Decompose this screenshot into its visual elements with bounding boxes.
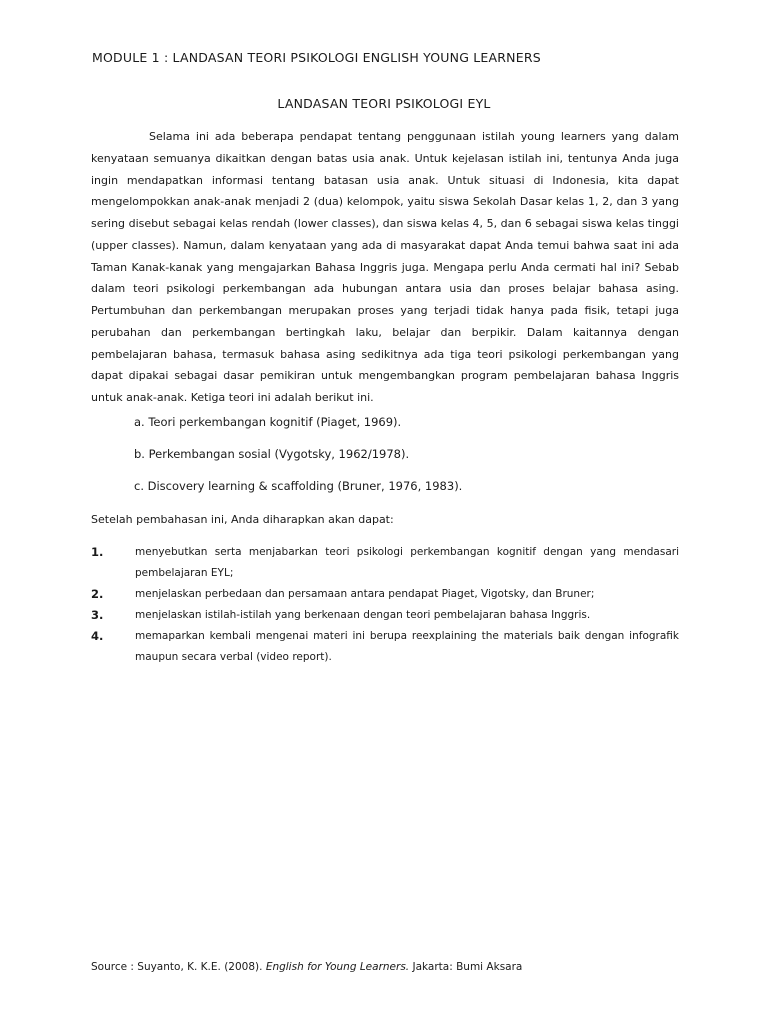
list-item xyxy=(91,584,679,605)
document-title: LANDASAN TEORI PSIKOLOGI EYL xyxy=(277,96,491,111)
list-item-number: 4. xyxy=(91,629,104,643)
objectives-list xyxy=(91,542,679,668)
list-item-number: 3. xyxy=(91,608,104,622)
module-title: MODULE 1 : LANDASAN TEORI PSIKOLOGI ENGLISH YOUNG LEARNERS xyxy=(92,50,541,65)
source-book-title: English for Young Learners. xyxy=(265,961,410,973)
list-item xyxy=(91,626,679,668)
list-item-text: menjelaskan istilah-istilah yang berkenaan dengan teori pembelajaran bahasa Inggris. xyxy=(135,609,591,621)
objectives-lead: Setelah pembahasan ini, Anda diharapkan akan dapat: xyxy=(91,513,394,526)
list-item-text: menjelaskan perbedaan dan persamaan antara pendapat Piaget, Vigotsky, dan Bruner; xyxy=(135,588,595,600)
list-item-text: menyebutkan serta menjabarkan teori psikologi perkembangan kognitif dengan yang mendasari pembelajaran EYL; xyxy=(135,546,679,579)
list-item-text: memaparkan kembali mengenai materi ini berupa reexplaining the materials baik dengan infografik maupun secara verbal (video report). xyxy=(135,630,679,663)
source-prefix: Source : Suyanto, K. K.E. (2008). xyxy=(91,961,266,973)
theory-item-piaget: a. Teori perkembangan kognitif (Piaget, 1969). xyxy=(134,415,402,429)
source-citation xyxy=(91,961,522,973)
list-item-number: 1. xyxy=(91,545,104,559)
list-item-number: 2. xyxy=(91,587,104,601)
list-item xyxy=(91,605,679,626)
theory-item-bruner: c. Discovery learning & scaffolding (Bruner, 1976, 1983). xyxy=(134,479,463,493)
intro-paragraph: Selama ini ada beberapa pendapat tentang penggunaan istilah young learners yang dalam kenyataan semuanya dikaitkan dengan batas usia anak. Untuk kejelasan istilah ini, tentunya Anda juga ingin mendapatkan informasi tentang batasan usia anak. Untuk situasi di Indonesia, kita dapat mengelompokkan anak-anak menjadi 2 (dua) kelompok, yaitu siswa Sekolah Dasar kelas 1, 2, dan 3 yang sering disebut sebagai kelas rendah (lower classes), dan siswa kelas 4, 5, dan 6 sebagai siswa kelas tinggi (upper classes). Namun, dalam kenyataan yang ada di masyarakat dapat Anda temui bahwa saat ini ada Taman Kanak-kanak yang mengajarkan Bahasa Inggris juga. Mengapa perlu Anda cermati hal ini? Sebab dalam teori psikologi perkembangan ada hubungan antara usia dan proses belajar bahasa asing. Pertumbuhan dan perkembangan merupakan proses yang terjadi tidak hanya pada fisik, tetapi juga perubahan dan perkembangan bertingkah laku, belajar dan berpikir. Dalam kaitannya dengan pembelajaran bahasa, termasuk bahasa asing sedikitnya ada tiga teori psikologi perkembangan yang dapat dipakai sebagai dasar pemikiran untuk mengembangkan program pembelajaran bahasa Inggris untuk anak-anak. Ketiga teori ini adalah berikut ini. xyxy=(91,130,679,404)
list-item xyxy=(91,542,679,584)
source-suffix: Jakarta: Bumi Aksara xyxy=(409,961,523,973)
theory-item-vygotsky: b. Perkembangan sosial (Vygotsky, 1962/1978). xyxy=(134,447,410,461)
